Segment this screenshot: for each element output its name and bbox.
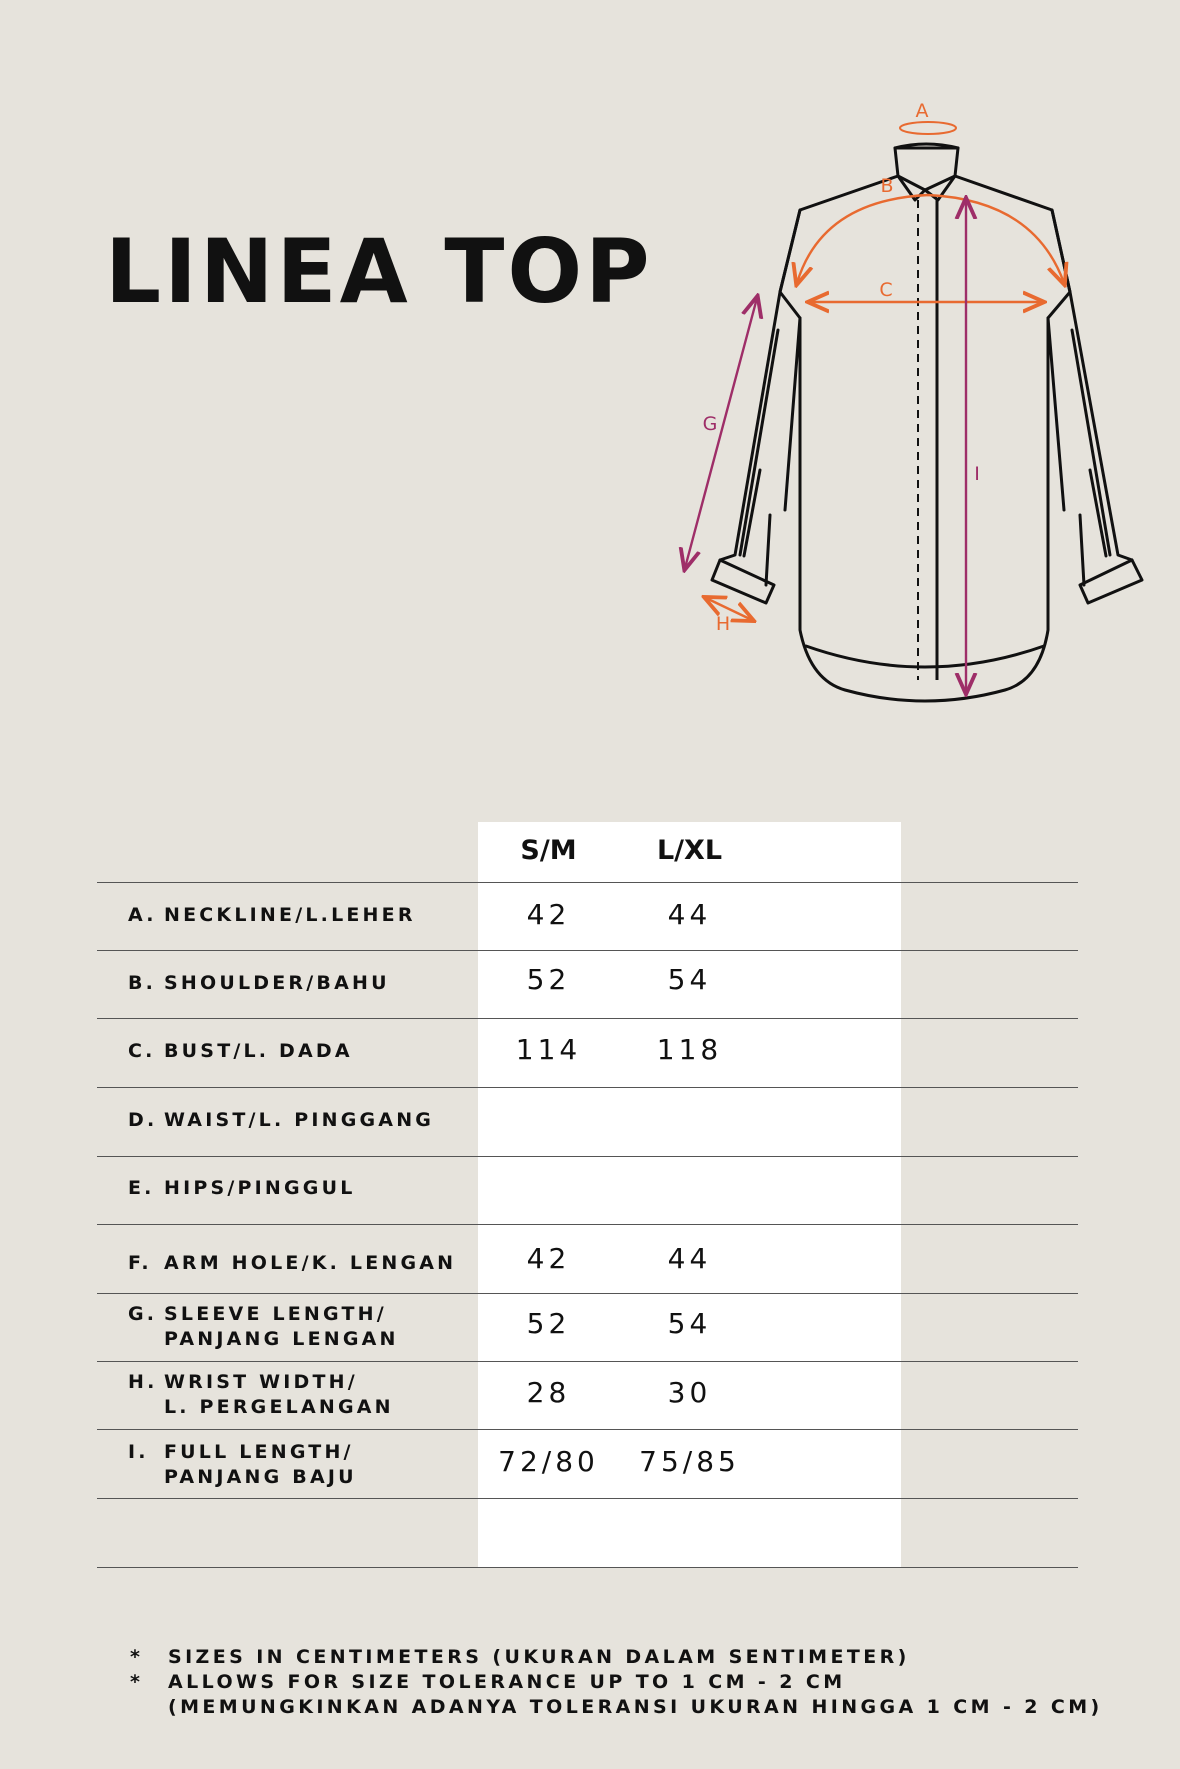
divider xyxy=(97,1224,1078,1225)
divider xyxy=(97,882,1078,883)
note-2: * ALLOWS FOR SIZE TOLERANCE UP TO 1 CM - 2 CM xyxy=(130,1671,846,1693)
footnotes xyxy=(130,1645,1103,1720)
cell-lxl: 54 xyxy=(667,1307,712,1340)
divider xyxy=(97,1567,1078,1568)
cell-lxl: 44 xyxy=(667,898,712,931)
cell-sm: 52 xyxy=(526,963,571,996)
divider xyxy=(97,950,1078,951)
page-title: LINEA TOP xyxy=(105,220,653,323)
divider xyxy=(97,1293,1078,1294)
shirt-placket xyxy=(918,200,937,680)
divider xyxy=(97,1156,1078,1157)
cell-lxl: 75/85 xyxy=(639,1445,740,1478)
row-label-arm-hole: F. ARM HOLE/K. LENGAN xyxy=(128,1252,457,1274)
cell-lxl: 30 xyxy=(667,1376,712,1409)
cell-sm: 114 xyxy=(515,1033,582,1066)
label-i: I xyxy=(974,463,980,485)
label-h: H xyxy=(715,613,731,635)
row-label-bust: C. BUST/L. DADA xyxy=(128,1040,353,1062)
column-extra-bg xyxy=(760,822,901,1567)
divider xyxy=(97,1361,1078,1362)
label-c: C xyxy=(879,279,893,301)
cell-sm: 72/80 xyxy=(498,1445,599,1478)
measurement-g xyxy=(685,298,757,568)
label-a: A xyxy=(915,100,929,122)
row-label-waist: D. WAIST/L. PINGGANG xyxy=(128,1109,435,1131)
note-1: * SIZES IN CENTIMETERS (UKURAN DALAM SENTIMETER) xyxy=(130,1646,910,1668)
row-label-shoulder: B. SHOULDER/BAHU xyxy=(128,972,390,994)
divider xyxy=(97,1087,1078,1088)
header-lxl: L/XL xyxy=(656,835,723,866)
row-label-full-length: I. FULL LENGTH/ PANJANG BAJU xyxy=(128,1441,357,1488)
cell-sm: 42 xyxy=(526,1242,571,1275)
cell-lxl: 54 xyxy=(667,963,712,996)
row-label-wrist-width: H. WRIST WIDTH/ L. PERGELANGAN xyxy=(128,1371,394,1418)
row-label-hips: E. HIPS/PINGGUL xyxy=(128,1177,356,1199)
row-label-sleeve-length: G. SLEEVE LENGTH/ PANJANG LENGAN xyxy=(128,1303,399,1350)
shirt-outline xyxy=(712,144,1142,701)
cell-sm: 28 xyxy=(526,1376,571,1409)
divider xyxy=(97,1018,1078,1019)
cell-lxl: 118 xyxy=(656,1033,723,1066)
cell-lxl: 44 xyxy=(667,1242,712,1275)
label-g: G xyxy=(702,413,718,435)
cell-sm: 42 xyxy=(526,898,571,931)
divider xyxy=(97,1429,1078,1430)
cell-sm: 52 xyxy=(526,1307,571,1340)
divider xyxy=(97,1498,1078,1499)
header-sm: S/M xyxy=(520,835,577,866)
measurement-a xyxy=(900,122,956,134)
shirt-measurement-diagram xyxy=(660,90,1160,710)
measurement-b xyxy=(797,195,1064,283)
note-2-translation: (MEMUNGKINKAN ADANYA TOLERANSI UKURAN HINGGA 1 CM - 2 CM) xyxy=(168,1696,1103,1718)
label-b: B xyxy=(880,175,894,197)
row-label-neckline: A. NECKLINE/L.LEHER xyxy=(128,904,416,926)
